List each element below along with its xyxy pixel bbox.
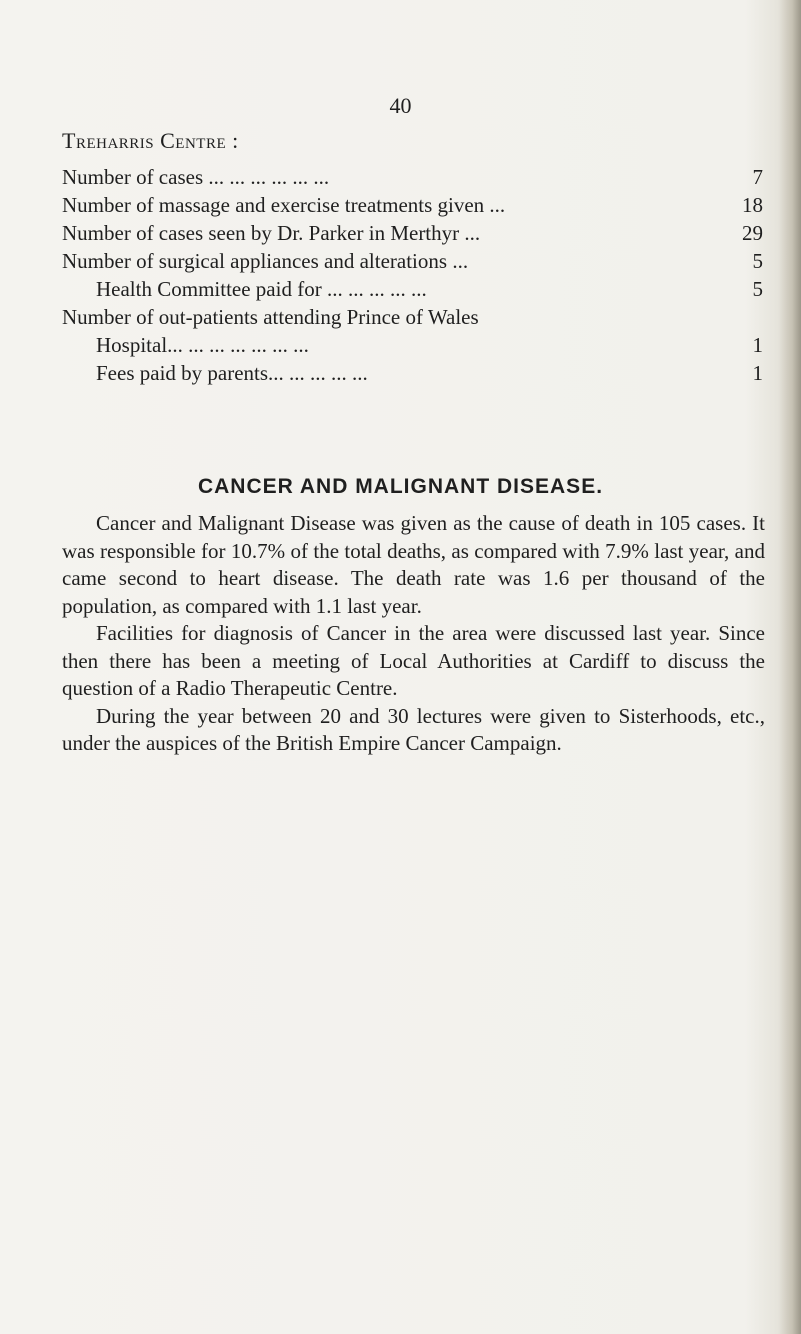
paragraph: Cancer and Malignant Disease was given as the cause of death in 105 cases. It was responsible for 10.7% of the total deaths, as compared with 7.9% last year, and came second to heart disease. The death rate was 1.6 per thousand of the population, as compared with 1.1 last year.	[62, 511, 765, 618]
paragraph: During the year between 20 and 30 lectures were given to Sisterhoods, etc., under the auspices of the British Empire Cancer Campaign.	[62, 703, 765, 755]
section-heading: CANCER AND MALIGNANT DISEASE.	[197, 475, 604, 498]
stat-label: Number of cases ... ... ... ... ... ...	[62, 165, 330, 189]
body-text	[62, 510, 765, 758]
stat-label: Hospital... ... ... ... ... ... ...	[96, 333, 309, 357]
stat-value: 1	[752, 333, 763, 357]
stat-row	[0, 332, 801, 358]
stat-row	[0, 164, 801, 190]
paragraph: Facilities for diagnosis of Cancer in the area were discussed last year. Since then there has been a meeting of Local Authorities at Cardiff to discuss the question of a Radio Therapeutic Centre.	[62, 621, 765, 700]
stat-label: Health Committee paid for ... ... ... ... ...	[96, 277, 427, 301]
stat-row	[0, 304, 801, 330]
stat-row	[0, 248, 801, 274]
page-number: 40	[389, 93, 412, 118]
stat-label: Number of out-patients attending Prince of Wales	[62, 305, 479, 329]
stat-row	[0, 220, 801, 246]
stat-value: 5	[752, 277, 763, 301]
stat-row	[0, 276, 801, 302]
statistics-list	[0, 164, 801, 386]
stat-value: 18	[742, 193, 763, 217]
section-title: Treharris Centre :	[62, 128, 239, 153]
stat-value: 7	[752, 165, 763, 189]
stat-row	[0, 360, 801, 386]
stat-value: 29	[742, 221, 763, 245]
stat-label: Number of surgical appliances and alterations ...	[62, 249, 469, 273]
stat-value: 5	[752, 249, 763, 273]
stat-label: Fees paid by parents... ... ... ... ...	[96, 361, 368, 385]
stat-value: 1	[752, 361, 763, 385]
stat-label: Number of cases seen by Dr. Parker in Merthyr ...	[62, 221, 481, 245]
stat-label: Number of massage and exercise treatments given ...	[62, 193, 506, 217]
stat-row	[0, 192, 801, 218]
